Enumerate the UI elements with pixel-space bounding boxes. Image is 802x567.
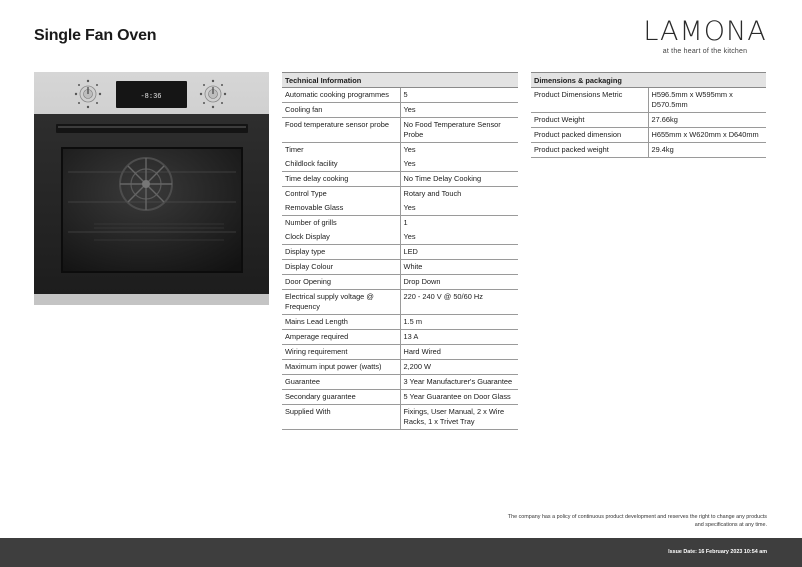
spec-value: Rotary and Touch	[403, 189, 462, 198]
brand-name: LAMONA	[643, 16, 767, 47]
spec-label: Food temperature sensor probe	[282, 118, 400, 143]
spec-label: Supplied With	[282, 405, 400, 430]
table-row	[282, 390, 518, 405]
spec-label: Secondary guarantee	[282, 390, 400, 405]
table-row	[282, 260, 518, 275]
spec-label: Mains Lead Length	[282, 315, 400, 330]
spec-value: White	[400, 260, 518, 275]
spec-value: Yes	[400, 201, 518, 216]
table-row	[282, 103, 518, 118]
page-title: Single Fan Oven	[34, 27, 157, 44]
table-row	[282, 172, 518, 187]
issue-date: Issue Date: 16 February 2023 10:54 am	[668, 549, 767, 555]
table-row	[282, 118, 518, 143]
spec-value: Yes	[403, 145, 416, 154]
fan-icon	[120, 158, 172, 210]
spec-label: Automatic cooking programmes	[282, 88, 400, 103]
spec-value: Hard Wired	[400, 345, 518, 360]
spec-label: Control Type	[282, 187, 400, 202]
oven-product-image	[34, 72, 269, 305]
table-row	[282, 315, 518, 330]
spec-value: 220 - 240 V @ 50/60 Hz	[400, 290, 518, 315]
spec-value: No Time Delay Cooking	[400, 172, 518, 187]
table-row	[282, 88, 518, 103]
table-row	[531, 113, 766, 128]
spec-value: Drop Down	[400, 275, 518, 290]
brand-tagline: at the heart of the kitchen	[662, 48, 748, 55]
table-row	[282, 290, 518, 315]
table-row	[282, 330, 518, 345]
spec-value: 29.4kg	[648, 143, 766, 158]
dimensions-packaging-table	[531, 72, 766, 158]
spec-value: 5	[400, 88, 518, 103]
spec-label: Wiring requirement	[282, 345, 400, 360]
table-row	[282, 143, 518, 158]
spec-label: Display type	[282, 245, 400, 260]
spec-value: Yes	[400, 103, 518, 118]
spec-value: 1.5 m	[400, 315, 518, 330]
spec-label: Product packed weight	[531, 143, 648, 158]
spec-value: H655mm x W620mm x D640mm	[648, 128, 766, 143]
table-row	[282, 275, 518, 290]
table-row	[531, 88, 766, 113]
spec-label: Timer	[282, 143, 400, 158]
spec-value: 13 A	[400, 330, 518, 345]
spec-value: No Food Temperature Sensor Probe	[400, 118, 518, 143]
spec-label: Product Dimensions Metric	[531, 88, 648, 113]
spec-value: H596.5mm x W595mm x D570.5mm	[648, 88, 766, 113]
table-row	[282, 216, 518, 231]
spec-value: 3 Year Manufacturer's Guarantee	[400, 375, 518, 390]
spec-value: 2,200 W	[400, 360, 518, 375]
spec-label: Product packed dimension	[531, 128, 648, 143]
spec-label: Amperage required	[282, 330, 400, 345]
table-row	[282, 201, 518, 216]
spec-label: Guarantee	[282, 375, 400, 390]
spec-value: LED	[400, 245, 518, 260]
spec-label: Childlock facility	[282, 157, 400, 172]
spec-label: Electrical supply voltage @ Frequency	[282, 290, 400, 315]
spec-label: Cooling fan	[282, 103, 400, 118]
brand-logo	[640, 14, 770, 55]
disclaimer-text: The company has a policy of continuous product development and reserves the right to change any products and specifications at any time.	[507, 514, 767, 528]
spec-label: Clock Display	[282, 230, 400, 245]
table-row	[282, 230, 518, 245]
technical-information-table	[282, 72, 518, 430]
spec-value: 1	[403, 218, 408, 227]
table-row	[531, 128, 766, 143]
spec-value: Yes	[400, 157, 518, 172]
spec-value: Fixings, User Manual, 2 x Wire Racks, 1 x Trivet Tray	[400, 405, 518, 430]
footer-bar	[0, 538, 802, 567]
spec-label: Time delay cooking	[282, 172, 400, 187]
spec-label: Number of grills	[282, 216, 400, 231]
spec-label: Product Weight	[531, 113, 648, 128]
table-row	[282, 375, 518, 390]
table-row	[282, 157, 518, 172]
spec-label: Removable Glass	[282, 201, 400, 216]
table-row	[282, 245, 518, 260]
oven-display-text: -8:36	[140, 93, 162, 101]
spec-value: 5 Year Guarantee on Door Glass	[400, 390, 518, 405]
table-row	[531, 143, 766, 158]
spec-value: Yes	[400, 230, 518, 245]
spec-label: Maximum input power (watts)	[282, 360, 400, 375]
table-row	[282, 360, 518, 375]
dimensions-packaging-heading: Dimensions & packaging	[531, 73, 766, 88]
spec-value: 27.66kg	[648, 113, 766, 128]
table-row	[282, 345, 518, 360]
table-row	[282, 187, 518, 202]
spec-label: Door Opening	[282, 275, 400, 290]
technical-information-heading: Technical Information	[282, 73, 518, 88]
spec-label: Display Colour	[282, 260, 400, 275]
table-row	[282, 405, 518, 430]
